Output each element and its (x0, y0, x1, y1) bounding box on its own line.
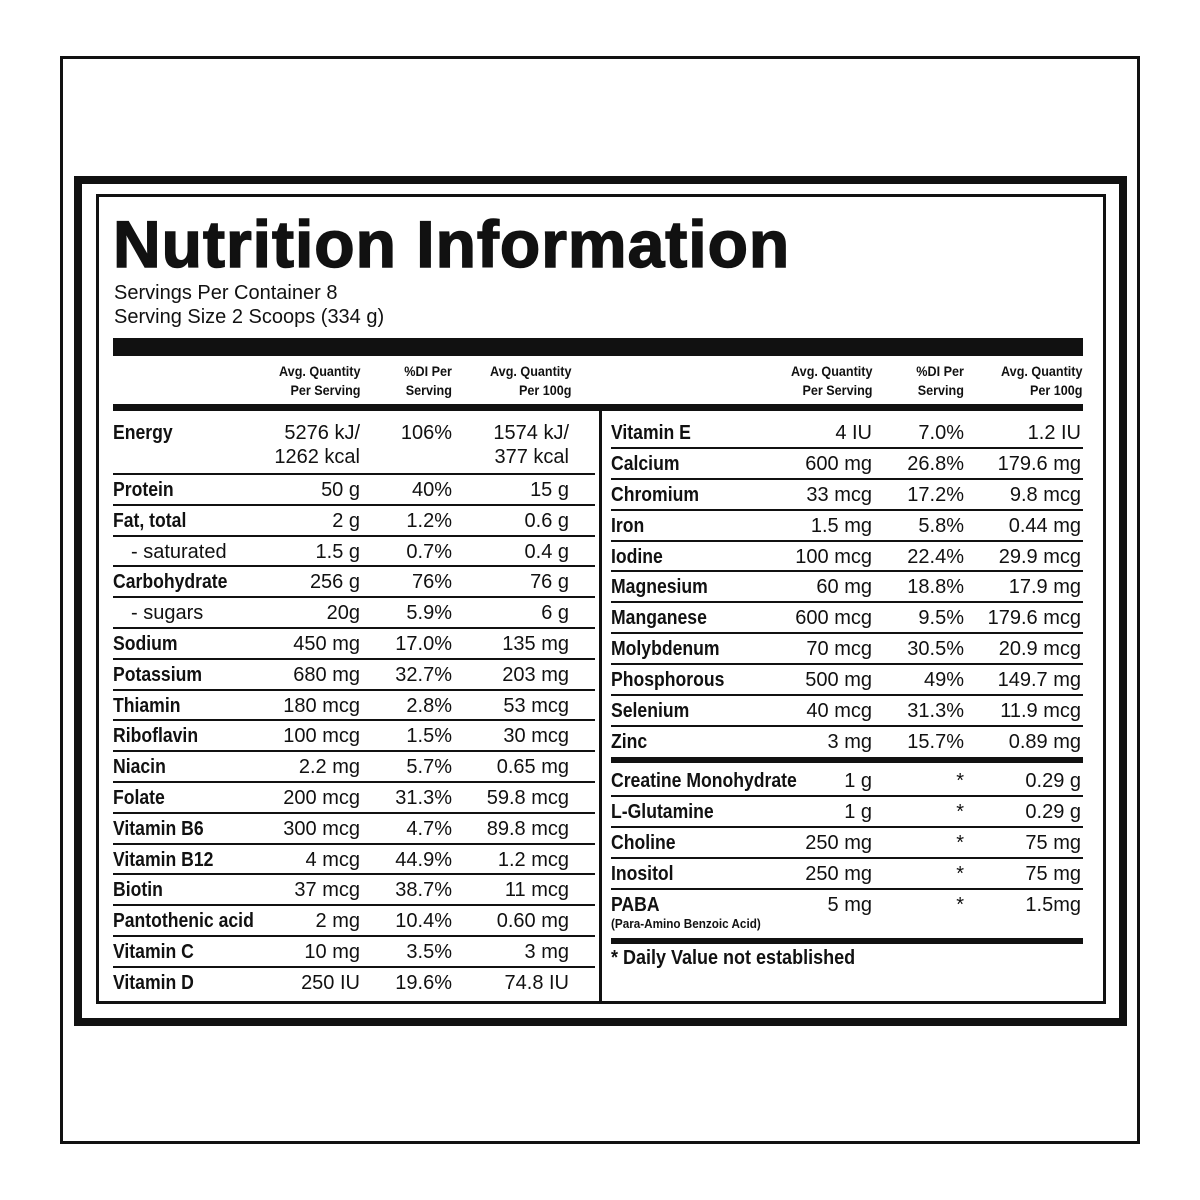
table-row (611, 634, 1083, 665)
daily-intake-value: 31.3% (395, 786, 452, 809)
per-100g-value: 11.9 mcg (1000, 700, 1081, 723)
table-row (611, 542, 1083, 573)
table-row (611, 890, 1083, 938)
table-row (113, 721, 595, 752)
per-serving-value: 500 mg (805, 669, 872, 692)
table-row (113, 660, 595, 691)
table-row (113, 537, 595, 568)
per-serving-value: 4 IU (835, 422, 872, 444)
per-100g-value: 29.9 mcg (998, 545, 1081, 568)
table-row (611, 828, 1083, 859)
per-100g-value: 0.6 g (524, 509, 569, 532)
nutrient-name: Manganese (611, 607, 707, 630)
nutrient-name: Vitamin E (611, 422, 691, 444)
per-serving-value: 2 mg (315, 910, 360, 933)
nutrient-name: Thiamin (113, 694, 181, 717)
per-100g-value: 30 mcg (503, 725, 569, 748)
servings-per-container: Servings Per Container 8 (114, 282, 338, 304)
per-100g-value: 179.6 mcg (987, 607, 1081, 630)
nutrient-name: Vitamin C (113, 940, 194, 963)
header-divider (113, 404, 1083, 411)
per-100g-value: 3 mg (524, 940, 569, 963)
nutrient-name: Vitamin B12 (113, 848, 214, 871)
nutrient-name: Iron (611, 514, 645, 537)
per-serving-value: 33 mcg (806, 483, 872, 506)
nutrient-name: Riboflavin (113, 725, 199, 748)
nutrient-name: Biotin (113, 879, 163, 902)
table-row (611, 696, 1083, 727)
table-row (611, 480, 1083, 511)
per-100g-value: 0.4 g (524, 540, 569, 563)
header-avg-per-serving-right: Avg. Quantity Per Serving (790, 363, 872, 398)
per-100g-value: 15 g (530, 479, 569, 501)
daily-intake-value: 17.0% (395, 632, 452, 655)
nutrient-name: Pantothenic acid (113, 910, 254, 933)
nutrient-name: Potassium (113, 663, 203, 686)
per-serving-value: 100 mcg (795, 545, 872, 568)
nutrient-name: Sodium (113, 632, 178, 655)
daily-intake-value: 17.2% (907, 483, 964, 506)
right-nutrient-table (611, 418, 1083, 758)
per-serving-value: 200 mcg (283, 786, 360, 809)
daily-intake-value: 76% (411, 571, 452, 594)
daily-intake-value: 3.5% (406, 940, 452, 963)
per-100g-value: 0.65 mg (496, 756, 569, 779)
table-row (113, 418, 595, 475)
per-100g-value: 9.8 mcg (1009, 483, 1081, 506)
daily-intake-value: 9.5% (918, 607, 964, 630)
table-row (113, 691, 595, 722)
nutrient-name: Vitamin B6 (113, 817, 204, 840)
per-100g-value: 0.60 mg (496, 910, 569, 933)
nutrient-name: Calcium (611, 452, 680, 475)
per-serving-value: 600 mcg (795, 607, 872, 630)
nutrient-name: Phosphorous (611, 669, 725, 692)
per-100g-value: 203 mg (502, 663, 569, 686)
per-serving-value: 50 g (321, 479, 360, 501)
other-nutrient-table (611, 766, 1083, 938)
per-100g-value: 0.29 g (1025, 801, 1081, 823)
nutrient-name: - saturated (131, 540, 227, 563)
nutrient-name: Chromium (611, 483, 699, 506)
per-100g-value: 149.7 mg (997, 669, 1081, 692)
nutrient-name: Iodine (611, 545, 663, 568)
per-100g-value: 135 mg (502, 632, 569, 655)
per-100g-value: 74.8 IU (504, 971, 569, 994)
per-serving-value: 5276 kJ/ (284, 422, 360, 444)
daily-intake-value: * (956, 801, 964, 823)
per-100g-value: 89.8 mcg (486, 817, 569, 840)
nutrient-name: Fat, total (113, 509, 187, 532)
header-avg-per-serving-left: Avg. Quantity Per Serving (278, 363, 360, 398)
nutrient-name: PABA (611, 894, 660, 916)
per-100g-value: 1.5mg (1025, 894, 1081, 916)
per-serving-value: 180 mcg (283, 694, 360, 717)
per-serving-value: 680 mg (293, 663, 360, 686)
per-serving-value: 1 g (844, 770, 872, 792)
per-serving-value: 4 mcg (305, 848, 360, 871)
per-serving-value: 3 mg (827, 730, 872, 753)
per-100g-value: 0.44 mg (1008, 514, 1081, 537)
per-100g-value: 179.6 mg (997, 452, 1081, 475)
per-100g-value: 11 mcg (504, 879, 569, 902)
per-serving-value: 60 mg (816, 576, 872, 599)
header-per100-right: Avg. Quantity Per 100g (1000, 363, 1082, 398)
per-100g-value: 0.29 g (1025, 770, 1081, 792)
table-row (611, 511, 1083, 542)
daily-intake-value: 1.2% (406, 509, 452, 532)
table-row (113, 968, 595, 999)
per-serving-value: 250 IU (301, 971, 360, 994)
daily-intake-value: 5.9% (406, 602, 452, 625)
daily-intake-value: 0.7% (406, 540, 452, 563)
nutrient-name: Energy (113, 422, 173, 444)
per-serving-value: 256 g (309, 571, 360, 594)
column-divider (599, 409, 602, 1001)
per-100g-value: 1.2 IU (1027, 422, 1081, 444)
table-row (611, 766, 1083, 797)
per-serving-value: 300 mcg (283, 817, 360, 840)
per-serving-value: 100 mcg (283, 725, 360, 748)
daily-intake-value: 26.8% (907, 452, 964, 475)
per-100g-value: 1574 kJ/ (493, 422, 569, 444)
per-serving-value: 250 mg (805, 863, 872, 885)
table-row (113, 875, 595, 906)
nutrient-name: Zinc (611, 730, 648, 753)
page-title: Nutrition Information (113, 207, 791, 281)
per-serving-value: 10 mg (304, 940, 360, 963)
table-row (113, 752, 595, 783)
header-di-left: %DI Per Serving (404, 363, 452, 398)
daily-intake-value: * (956, 894, 964, 916)
daily-intake-value: 5.8% (918, 514, 964, 537)
per-serving-value: 450 mg (293, 632, 360, 655)
per-serving-value-2: 1262 kcal (274, 446, 360, 468)
section-divider (611, 757, 1083, 763)
serving-size: Serving Size 2 Scoops (334 g) (114, 306, 385, 328)
nutrient-name: Niacin (113, 756, 166, 779)
per-serving-value: 250 mg (805, 832, 872, 854)
nutrient-name: Vitamin D (113, 971, 194, 994)
table-row (113, 783, 595, 814)
per-100g-value: 53 mcg (503, 694, 569, 717)
per-serving-value: 70 mcg (806, 638, 872, 661)
table-row (113, 845, 595, 876)
nutrient-name: Inositol (611, 863, 674, 885)
table-row (113, 598, 595, 629)
daily-intake-value: 49% (923, 669, 964, 692)
daily-intake-value: 32.7% (395, 663, 452, 686)
table-row (113, 629, 595, 660)
daily-intake-value: * (956, 863, 964, 885)
header-bar (113, 338, 1083, 356)
table-row (113, 937, 595, 968)
nutrient-name: Protein (113, 479, 174, 501)
table-row (113, 506, 595, 537)
per-serving-value: 40 mcg (806, 700, 872, 723)
nutrient-name: Selenium (611, 700, 690, 723)
nutrient-name: Molybdenum (611, 638, 720, 661)
nutrient-name: Creatine Monohydrate (611, 770, 797, 792)
per-serving-value: 5 mg (827, 894, 872, 916)
table-row (611, 727, 1083, 758)
header-per100-left: Avg. Quantity Per 100g (489, 363, 571, 398)
table-row (611, 665, 1083, 696)
table-row (611, 859, 1083, 890)
footnote-divider (611, 938, 1083, 944)
per-serving-value: 1.5 g (315, 540, 360, 563)
table-row (113, 906, 595, 937)
per-serving-value: 1 g (844, 801, 872, 823)
nutrient-name: Folate (113, 786, 165, 809)
per-100g-value: 6 g (541, 602, 569, 625)
daily-intake-value: 31.3% (907, 700, 964, 723)
per-100g-value-2: 377 kcal (494, 446, 569, 468)
daily-intake-value: 44.9% (395, 848, 452, 871)
per-serving-value: 2 g (332, 509, 360, 532)
daily-intake-value: 106% (400, 422, 452, 444)
per-100g-value: 1.2 mcg (497, 848, 569, 871)
daily-intake-value: 22.4% (907, 545, 964, 568)
daily-intake-value: * (956, 832, 964, 854)
daily-intake-value: 40% (411, 479, 452, 501)
daily-intake-value: 4.7% (406, 817, 452, 840)
daily-intake-value: 10.4% (395, 910, 452, 933)
per-serving-value: 37 mcg (294, 879, 360, 902)
table-row (611, 603, 1083, 634)
daily-intake-value: 2.8% (406, 694, 452, 717)
footnote: * Daily Value not established (611, 947, 856, 969)
per-100g-value: 75 mg (1025, 863, 1081, 885)
daily-intake-value: * (956, 770, 964, 792)
table-row (611, 572, 1083, 603)
table-row (113, 567, 595, 598)
left-nutrient-table (113, 418, 595, 999)
per-serving-value: 2.2 mg (298, 756, 360, 779)
per-100g-value: 0.89 mg (1008, 730, 1081, 753)
nutrient-name: Magnesium (611, 576, 708, 599)
per-100g-value: 76 g (530, 571, 569, 594)
per-100g-value: 59.8 mcg (486, 786, 569, 809)
per-serving-value: 1.5 mg (810, 514, 872, 537)
daily-intake-value: 19.6% (395, 971, 452, 994)
table-row (611, 449, 1083, 480)
daily-intake-value: 1.5% (406, 725, 452, 748)
daily-intake-value: 30.5% (907, 638, 964, 661)
nutrient-name: Carbohydrate (113, 571, 228, 594)
table-row (113, 814, 595, 845)
daily-intake-value: 5.7% (406, 756, 452, 779)
per-serving-value: 600 mg (805, 452, 872, 475)
daily-intake-value: 38.7% (395, 879, 452, 902)
table-row (113, 475, 595, 506)
per-100g-value: 17.9 mg (1008, 576, 1081, 599)
nutrient-note: (Para-Amino Benzoic Acid) (611, 916, 761, 931)
table-row (611, 418, 1083, 449)
daily-intake-value: 15.7% (907, 730, 964, 753)
per-100g-value: 75 mg (1025, 832, 1081, 854)
table-row (611, 797, 1083, 828)
nutrient-name: Choline (611, 832, 676, 854)
per-100g-value: 20.9 mcg (998, 638, 1081, 661)
header-di-right: %DI Per Serving (916, 363, 964, 398)
daily-intake-value: 18.8% (907, 576, 964, 599)
nutrient-name: - sugars (131, 602, 204, 625)
daily-intake-value: 7.0% (918, 422, 964, 444)
per-serving-value: 20g (326, 602, 360, 625)
nutrient-name: L-Glutamine (611, 801, 714, 823)
